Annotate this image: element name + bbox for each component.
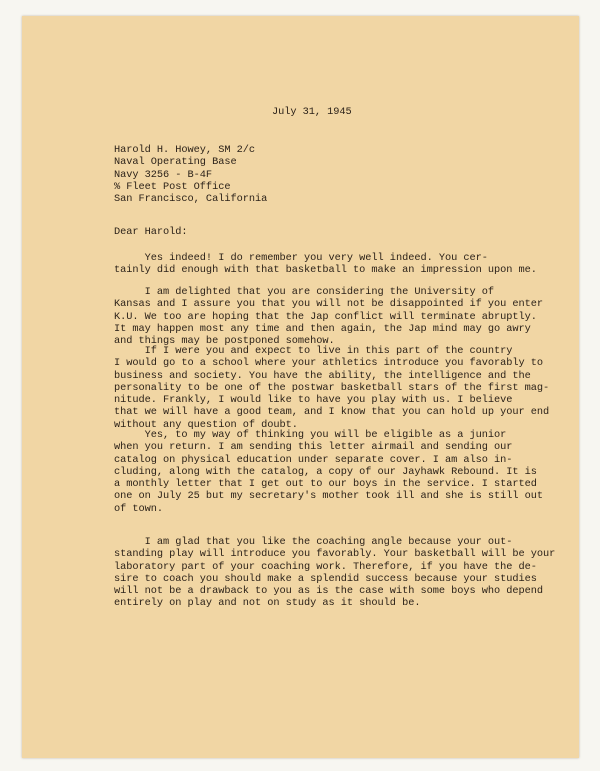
- address-line-post-office: % Fleet Post Office: [114, 180, 231, 193]
- paragraph-line: that we will have a good team, and I know that you can hold up your end: [114, 406, 550, 419]
- address-line-city: San Francisco, California: [114, 193, 268, 206]
- paragraph-line: Yes indeed! I do remember you very well indeed. You cer-: [114, 252, 488, 264]
- paragraph-line: K.U. We too are hoping that the Jap conflict will terminate abruptly.: [114, 310, 537, 323]
- paragraph-5: [114, 536, 556, 610]
- paragraph-line: nitude. Frankly, I would like to have you play with us. I believe: [114, 394, 513, 407]
- paragraph-line: when you return. I am sending this letter airmail and sending our: [114, 441, 513, 454]
- paragraph-line: sire to coach you should make a splendid success because your studies: [114, 572, 537, 585]
- letter-page: [22, 16, 579, 758]
- paragraph-line: a monthly letter that I get out to our boys in the service. I started: [114, 478, 537, 491]
- paragraph-line: business and society. You have the ability, the intelligence and the: [114, 369, 531, 382]
- address-line-navy: Navy 3256 - B-4F: [114, 168, 213, 181]
- paragraph-line: of town.: [114, 502, 164, 515]
- recipient-address: [114, 144, 267, 205]
- address-line-name: Harold H. Howey, SM 2/c: [114, 144, 255, 156]
- paragraph-line: without any question of doubt.: [114, 418, 298, 431]
- paragraph-line: If I were you and expect to live in this part of the country: [114, 345, 513, 357]
- paragraph-line: tainly did enough with that basketball to make an impression upon me.: [114, 264, 537, 277]
- paragraph-line: will not be a drawback to you as is the case with some boys who depend: [114, 585, 544, 598]
- paragraph-4: [114, 429, 544, 515]
- paragraph-line: Kansas and I assure you that you will not be disappointed if you enter: [114, 298, 544, 311]
- paragraph-line: and things may be postponed somehow.: [114, 335, 335, 348]
- paragraph-line: It may happen most any time and then again, the Jap mind may go awry: [114, 322, 531, 335]
- paragraph-line: entirely on play and not on study as it should be.: [114, 597, 421, 610]
- paragraph-line: Yes, to my way of thinking you will be eligible as a junior: [114, 429, 507, 441]
- letter-date: July 31, 1945: [272, 106, 352, 118]
- salutation: Dear Harold:: [114, 226, 188, 238]
- paragraph-2: [114, 286, 544, 348]
- paragraph-line: laboratory part of your coaching work. Therefore, if you have the de-: [114, 560, 537, 573]
- paragraph-line: catalog on physical education under separate cover. I am also in-: [114, 453, 513, 466]
- paragraph-line: cluding, along with the catalog, a copy of our Jayhawk Rebound. It is: [114, 465, 537, 478]
- paragraph-line: I would go to a school where your athletics introduce you favorably to: [114, 357, 544, 370]
- paragraph-line: I am delighted that you are considering the University of: [114, 286, 495, 298]
- address-line-base: Naval Operating Base: [114, 156, 237, 169]
- paragraph-line: I am glad that you like the coaching angle because your out-: [114, 536, 513, 548]
- paragraph-line: one on July 25 but my secretary's mother took ill and she is still out: [114, 490, 544, 503]
- paragraph-line: personality to be one of the postwar basketball stars of the first mag-: [114, 381, 550, 394]
- paragraph-line: standing play will introduce you favorably. Your basketball will be your: [114, 548, 556, 561]
- paragraph-1: [114, 252, 537, 277]
- paragraph-3: [114, 345, 550, 431]
